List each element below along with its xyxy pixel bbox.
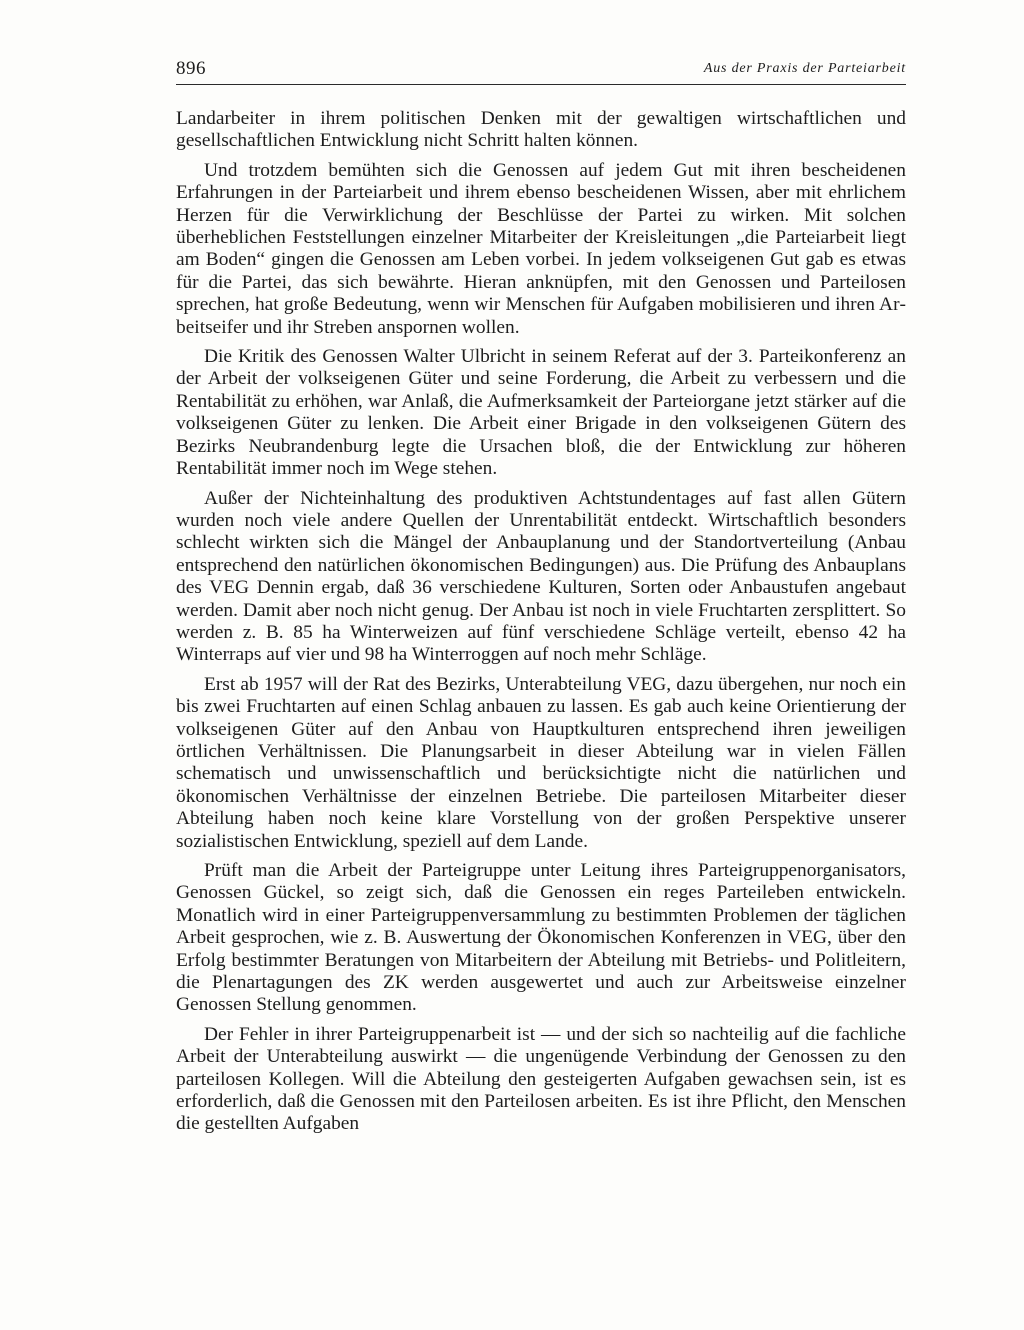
paragraph: Erst ab 1957 will der Rat des Bezirks, Unterabteilung VEG, dazu übergehen, nur noch ein bis zwei Fruchtarten auf einen Schlag anbauen zu lassen. Es gab auch keine Orientierung der volkseigenen Güter auf den Anbau von Hauptkulturen entsprechend ihren jeweiligen örtlichen Verhältnissen. Die Planungsarbeit in dieser Abteilung war in vielen Fällen schematisch und unwissenschaftlich und berücksichtigte nicht die natürlichen und ökonomischen Verhältnisse der einzelnen Betriebe. Die parteilosen Mitarbeiter dieser Abteilung haben noch keine klare Vorstellung von der großen Perspektive unserer sozialistischen Entwicklung, speziell auf dem Lande. xyxy=(176,673,906,852)
paragraph: Prüft man die Arbeit der Parteigruppe unter Leitung ihres Parteigruppenorganisators, Genossen Gückel, so zeigt sich, daß die Genossen ein reges Parteileben entwickeln. Monatlich wird in einer Parteigruppenversammlung zu bestimmten Problemen der täglichen Arbeit gesprochen, wie z. B. Auswertung der Ökonomischen Konferenzen in VEG, über den Erfolg bestimmter Beratungen von Mitarbeitern der Abteilung mit Betriebs- und Politleitern, die Plenartagungen des ZK werden ausgewertet und auch zur Arbeitsweise einzelner Genossen Stellung genommen. xyxy=(176,860,906,1016)
paragraph: Landarbeiter in ihrem politischen Denken mit der gewaltigen wirtschaftlichen und gesellschaftlichen Entwicklung nicht Schritt halten können. xyxy=(176,108,906,152)
running-head: Aus der Praxis der Parteiarbeit xyxy=(703,61,906,76)
paragraph: Außer der Nichteinhaltung des produktiven Achtstundentages auf fast allen Gütern wurden noch viele andere Quellen der Unrentabilität entdeckt. Wirtschaftlich besonders schlecht wirkten sich die Mängel der Anbauplanung und der Standortverteilung (Anbau entsprechend den natürlichen ökonomischen Bedingungen) aus. Die Prüfung des Anbauplans des VEG Dennin ergab, daß 36 verschiedene Kulturen, Sorten oder Anbaustufen angebaut werden. Damit aber noch nicht genug. Der Anbau ist noch in viele Fruchtarten zersplittert. So werden z. B. 85 ha Winterweizen auf fünf verschiedene Schläge verteilt, ebenso 42 ha Winterraps auf vier und 98 ha Winterroggen auf noch mehr Schläge. xyxy=(176,487,906,666)
paragraph: Und trotzdem bemühten sich die Genossen auf jedem Gut mit ihren bescheidenen Erfahrungen in der Parteiarbeit und ihrem ebenso bescheidenen Wissen, aber mit ehrlichem Herzen für die Verwirklichung der Beschlüsse der Partei zu wirken. Mit solchen überheblichen Feststellungen einzelner Mitarbeiter der Kreisleitungen „die Parteiarbeit liegt am Boden“ gingen die Genossen am Leben vorbei. In jedem volkseigenen Gut gab es etwas für die Partei, das sich bewährte. Hieran anknüpfen, mit den Genossen und Parteilosen sprechen, hat große Bedeutung, wenn wir Menschen für Aufgaben mobilisieren und ihren Arbeitseifer und ihr Streben anspornen wollen. xyxy=(176,159,906,338)
page-number: 896 xyxy=(176,58,206,79)
page-header xyxy=(176,58,906,85)
paragraph: Der Fehler in ihrer Parteigruppenarbeit ist — und der sich so nachteilig auf die fachliche Arbeit der Unterabteilung auswirkt — die ungenügende Verbindung der Genossen zu den parteilosen Kollegen. Will die Abteilung den gesteigerten Aufgaben gewachsen sein, ist es erforderlich, daß die Genossen mit den Parteilosen arbeiten. Es ist ihre Pflicht, den Menschen die gestellten Aufgaben xyxy=(176,1023,906,1135)
paragraph: Die Kritik des Genossen Walter Ulbricht in seinem Referat auf der 3. Parteikonferenz an der Arbeit der volkseigenen Güter und seine Forderung, die Arbeit zu verbessern und die Rentabilität zu erhöhen, war Anlaß, die Aufmerksamkeit der Parteiorgane jetzt stärker auf die volkseigenen Güter zu lenken. Die Arbeit einer Brigade in den volkseigenen Gütern des Bezirks Neubrandenburg legte die Ursachen bloß, die der Entwicklung zur höheren Rentabilität immer noch im Wege stehen. xyxy=(176,346,906,480)
body-text xyxy=(176,108,906,1143)
